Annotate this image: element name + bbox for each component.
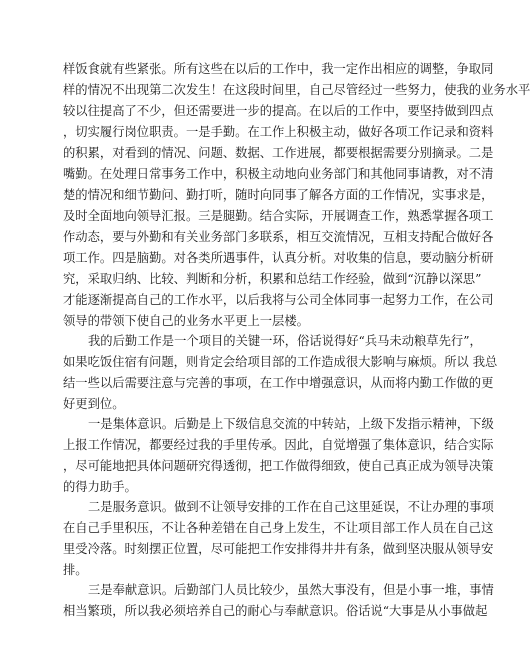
text-line: 一是集体意识。后勤是上下级信息交流的中转站，上级下发指示精神，下级 <box>88 417 494 431</box>
text-line: 领导的带领下使自己的业务水平更上一层楼。 <box>63 314 309 328</box>
text-line: ，切实履行岗位职责。一是手勤。在工作上积极主动，做好各项工作记录和资料 <box>63 125 494 139</box>
paragraph-2 <box>63 331 498 415</box>
text-line: 二是服务意识。做到不让领导安排的工作在自己这里延误，不让办理的事项 <box>88 500 494 514</box>
paragraph-3 <box>63 414 494 498</box>
text-line: 样的情况不出现第二次发生！在这段时间里，自己尽管经过一些努力，使我的业务水平 <box>63 83 530 97</box>
text-line: 楚的情况和细节勤问、勤打听，随时向同事了解各方面的工作情况，实事求是， <box>63 188 494 202</box>
text-line: 的得力助手。 <box>63 480 137 494</box>
text-line: 结一些以后需要注意与完善的事项，在工作中增强意识，从而将内勤工作做的更 <box>63 376 494 390</box>
paragraph-4 <box>63 497 494 581</box>
text-line: 项工作。四是脑勤。对各类所遇事件，认真分析。对收集的信息，要动脑分析研 <box>63 251 494 265</box>
text-line: 究，采取归纳、比较、判断和分析，积累和总结工作经验，做到“沉静以深思” <box>63 272 482 286</box>
text-line: 相当繁琐，所以我必须培养自己的耐心与奉献意识。俗话说“大事是从小事做起 <box>63 604 488 618</box>
paragraph-1 <box>63 59 530 332</box>
text-line: 排。 <box>63 563 88 577</box>
text-line: 如果吃饭住宿有问题，则肯定会给项目部的工作造成很大影响与麻烦。所以 我总 <box>63 355 498 369</box>
text-line: 较以往提高了不少，但还需要进一步的提高。在以后的工作中，要坚持做到四点 <box>63 104 494 118</box>
text-line: 上报工作情况，都要经过我的手里传承。因此，自觉增强了集体意识，结合实际 <box>63 438 494 452</box>
text-line: 及时全面地向领导汇报。三是腿勤。结合实际，开展调查工作，熟悉掌握各项工 <box>63 209 494 223</box>
text-line: 嘴勤。在处理日常事务工作中，积极主动地向业务部门和其他同事请教，对不清 <box>63 167 494 181</box>
text-line: 三是奉献意识。后勤部门人员比较少，虽然大事没有，但是小事一堆，事情 <box>88 583 494 597</box>
text-line: 好更到位。 <box>63 397 125 411</box>
text-line: 作动态，要与外勤和有关业务部门多联系，相互交流情况，互相支持配合做好各 <box>63 230 494 244</box>
text-line: 才能逐渐提高自己的工作水平，以后我将与公司全体同事一起努力工作，在公司 <box>63 293 494 307</box>
text-line: ，尽可能地把具体问题研究得透彻，把工作做得细致，使自己真正成为领导决策 <box>63 459 494 473</box>
text-line: 的积累，对看到的情况、问题、数据、工作进展，都要根据需要分别摘录。二是 <box>63 146 494 160</box>
text-line: 我的后勤工作是一个项目的关键一环，俗话说得好“兵马未动粮草先行”， <box>88 334 482 348</box>
text-line: 在自己手里积压，不让各种差错在自己身上发生，不让项目部工作人员在自己这 <box>63 521 494 535</box>
paragraph-5 <box>63 580 494 622</box>
text-line: 里受冷落。时刻摆正位置，尽可能把工作安排得井井有条，做到坚决服从领导安 <box>63 542 494 556</box>
text-line: 样饭食就有些紧张。所有这些在以后的工作中，我一定作出相应的调整，争取同 <box>63 62 494 76</box>
